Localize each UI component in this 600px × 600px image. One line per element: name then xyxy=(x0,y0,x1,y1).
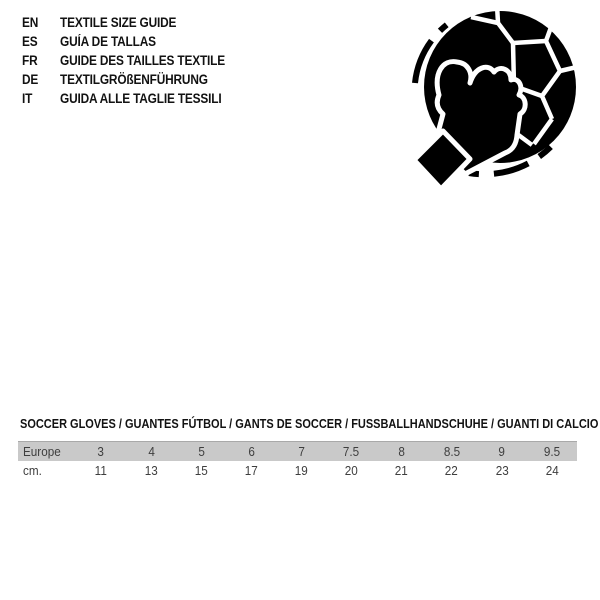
size-value: 7.5 xyxy=(343,444,360,459)
size-value: 5 xyxy=(197,444,205,459)
language-label: GUÍA DE TALLAS xyxy=(60,34,156,49)
glove-touching-soccer-ball-icon xyxy=(405,3,580,193)
language-row-it xyxy=(22,89,248,108)
size-value: 17 xyxy=(244,463,258,478)
size-value: 6 xyxy=(248,444,255,459)
language-code: DE xyxy=(22,72,39,87)
language-row-es xyxy=(22,32,248,51)
size-table xyxy=(18,441,577,480)
language-code: ES xyxy=(22,34,38,49)
size-table-row-cm xyxy=(18,461,577,480)
size-value: 8.5 xyxy=(443,444,460,459)
size-table-row-europe xyxy=(18,441,577,461)
size-value: 13 xyxy=(144,463,158,478)
size-value: 19 xyxy=(294,463,308,478)
language-code: EN xyxy=(22,15,39,30)
language-guide-list xyxy=(22,13,248,108)
size-value: 4 xyxy=(147,444,155,459)
language-label: TEXTILGRÖßENFÜHRUNG xyxy=(60,72,208,87)
language-code: FR xyxy=(22,53,38,68)
size-value: 22 xyxy=(445,463,459,478)
size-value: 21 xyxy=(395,463,409,478)
size-value: 8 xyxy=(398,444,405,459)
language-label: GUIDA ALLE TAGLIE TESSILI xyxy=(60,91,222,106)
size-value: 3 xyxy=(97,444,105,459)
size-value: 24 xyxy=(545,463,559,478)
language-row-de xyxy=(22,70,248,89)
language-code: IT xyxy=(22,91,33,106)
language-label: GUIDE DES TAILLES TEXTILE xyxy=(60,53,226,68)
row-label: cm. xyxy=(23,463,42,478)
size-value: 9.5 xyxy=(543,444,561,459)
language-row-en xyxy=(22,13,248,32)
size-value: 15 xyxy=(194,463,208,478)
language-row-fr xyxy=(22,51,248,70)
language-label: TEXTILE SIZE GUIDE xyxy=(60,15,177,30)
size-value: 20 xyxy=(345,463,359,478)
size-value: 11 xyxy=(94,463,108,478)
size-table-title: SOCCER GLOVES / GUANTES FÚTBOL / GANTS DE SOCCER / FUSSBALLHANDSCHUHE / GUANTI DI CALCIO xyxy=(20,416,599,431)
size-value: 9 xyxy=(498,444,506,459)
row-label: Europe xyxy=(23,444,61,459)
size-value: 23 xyxy=(495,463,509,478)
size-value: 7 xyxy=(298,444,305,459)
